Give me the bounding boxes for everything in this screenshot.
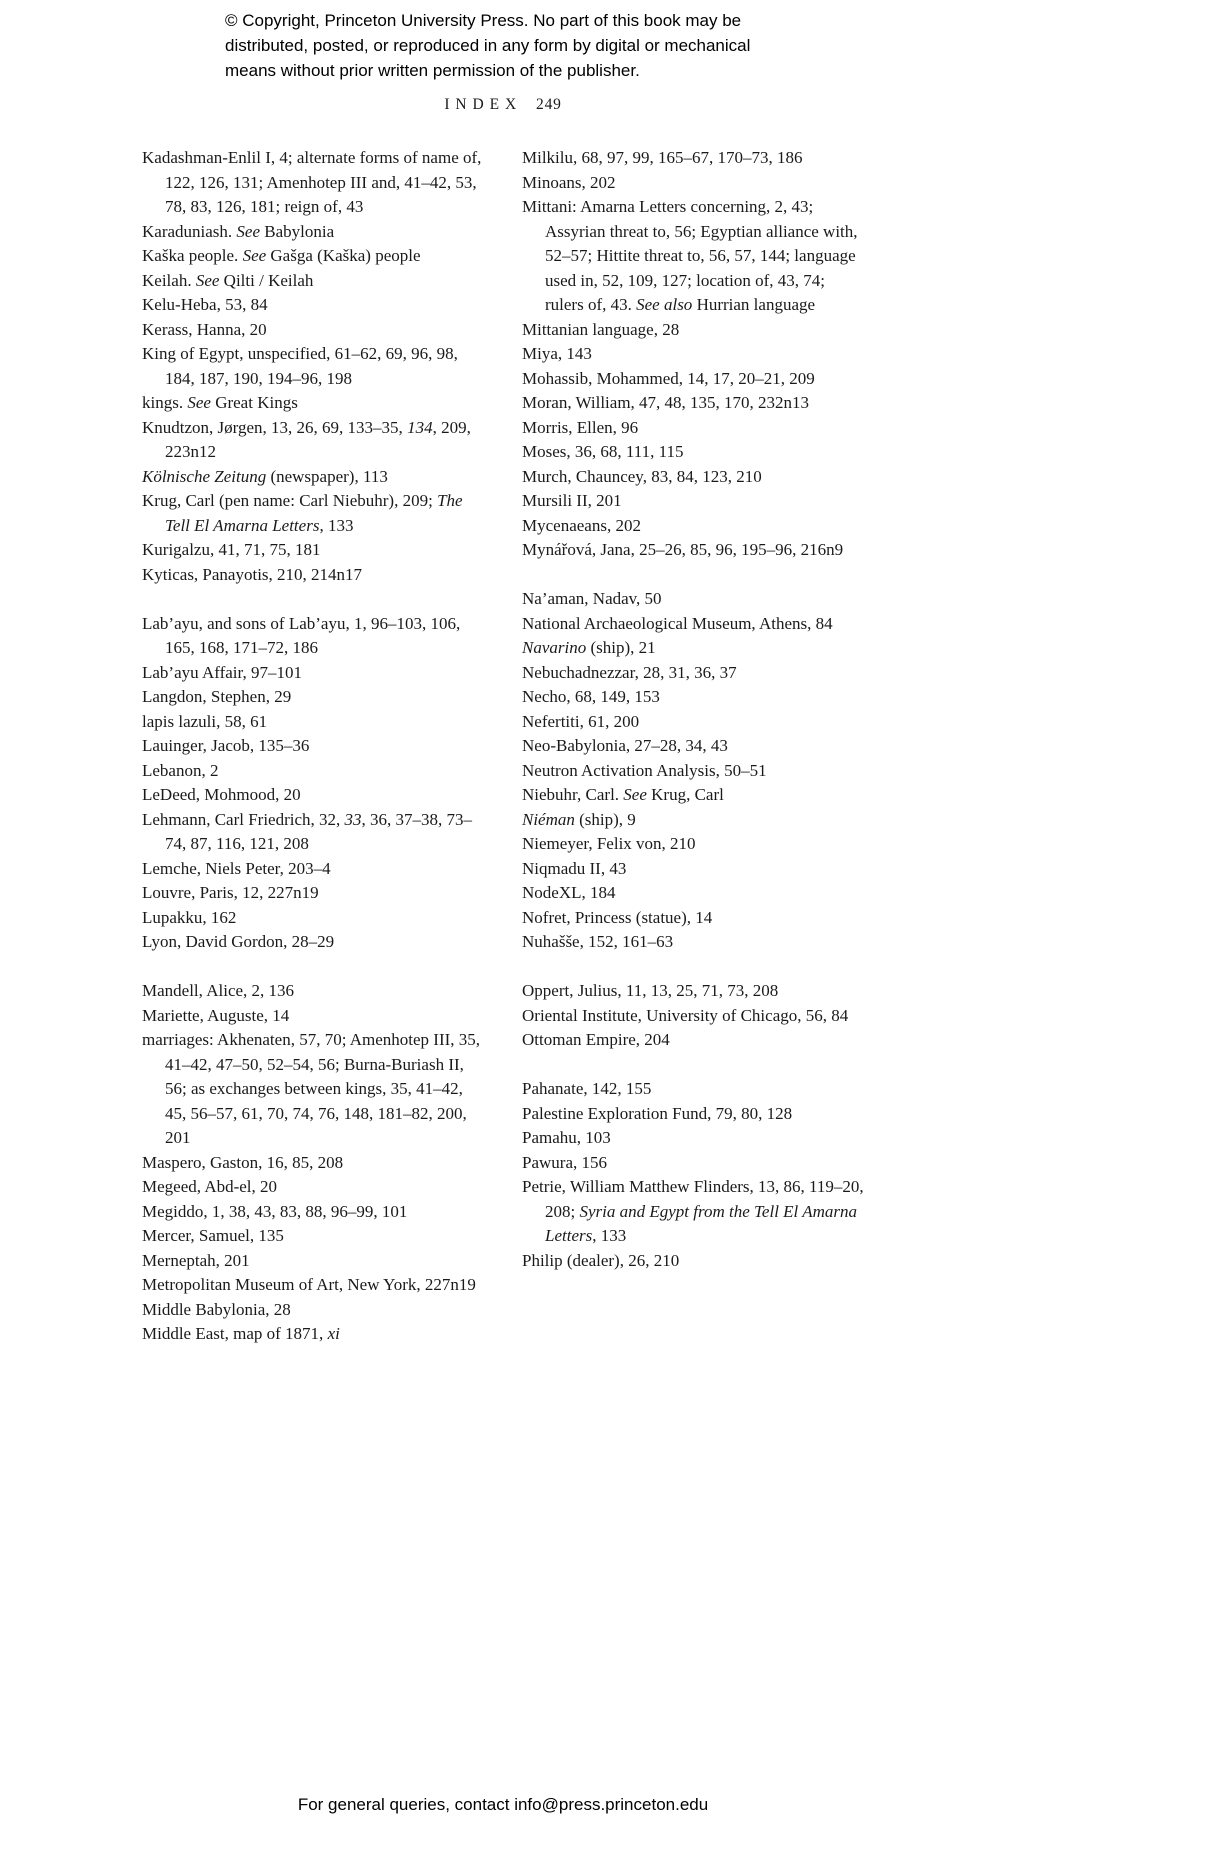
index-entry: Ottoman Empire, 204 xyxy=(522,1030,670,1049)
index-group xyxy=(522,146,864,563)
index-entry: Keilah. See Qilti / Keilah xyxy=(142,270,314,290)
index-entry: Kyticas, Panayotis, 210, 214n17 xyxy=(142,564,363,584)
index-entry: Lab’ayu Affair, 97–101 xyxy=(142,662,302,682)
index-entry: Miya, 143 xyxy=(522,344,592,363)
copyright-line: © Copyright, Princeton University Press. No part of this book may be xyxy=(225,11,742,30)
index-entry: Niéman (ship), 9 xyxy=(522,809,636,829)
index-group xyxy=(142,612,484,955)
index-group xyxy=(142,146,484,587)
index-entry: NodeXL, 184 xyxy=(522,883,616,902)
index-title: INDEX xyxy=(444,96,523,113)
index-entry: kings. See Great Kings xyxy=(142,393,298,412)
index-entry: Lebanon, 2 xyxy=(142,760,219,780)
copyright-line: means without prior written permission of the publisher. xyxy=(225,61,640,80)
index-entry: National Archaeological Museum, Athens, 84 xyxy=(522,613,833,633)
index-entry: Langdon, Stephen, 29 xyxy=(142,687,292,706)
copyright-notice xyxy=(225,8,845,83)
index-entry: Murch, Chauncey, 83, 84, 123, 210 xyxy=(522,466,762,486)
index-entry: Na’aman, Nadav, 50 xyxy=(522,589,662,608)
index-group xyxy=(522,1077,864,1273)
index-entry: Knudtzon, Jørgen, 13, 26, 69, 133–35, 134, 209, 223n12 xyxy=(142,417,471,461)
index-entry: Mandell, Alice, 2, 136 xyxy=(142,981,295,1000)
copyright-line: distributed, posted, or reproduced in any form by digital or mechanical xyxy=(225,36,751,55)
index-entry: Mittani: Amarna Letters concerning, 2, 43; Assyrian threat to, 56; Egyptian alliance with, 52–57; Hittite threat to, 56, 57, 144; language used in, 52, 109, 127; location of, 43, 74; rulers of, 43. See also Hurrian language xyxy=(522,197,858,314)
index-entry: Merneptah, 201 xyxy=(142,1250,250,1270)
running-head xyxy=(142,96,864,114)
index-entry: Minoans, 202 xyxy=(522,172,616,192)
index-entry: Lehmann, Carl Friedrich, 32, 33, 36, 37–38, 73–74, 87, 116, 121, 208 xyxy=(142,809,473,853)
index-entry: King of Egypt, unspecified, 61–62, 69, 96, 98, 184, 187, 190, 194–96, 198 xyxy=(142,344,458,388)
index-entry: Mariette, Auguste, 14 xyxy=(142,1005,290,1025)
index-entry: Philip (dealer), 26, 210 xyxy=(522,1250,680,1270)
index-entry: LeDeed, Mohmood, 20 xyxy=(142,785,301,804)
index-entry: Niebuhr, Carl. See Krug, Carl xyxy=(522,785,724,804)
index-entry: Lyon, David Gordon, 28–29 xyxy=(142,932,335,951)
index-entry: Palestine Exploration Fund, 79, 80, 128 xyxy=(522,1103,793,1123)
index-group xyxy=(522,587,864,955)
index-entry: Oriental Institute, University of Chicago, 56, 84 xyxy=(522,1005,849,1025)
index-entry: Lemche, Niels Peter, 203–4 xyxy=(142,858,331,878)
index-entry: Mohassib, Mohammed, 14, 17, 20–21, 209 xyxy=(522,368,815,388)
index-entry: Moses, 36, 68, 111, 115 xyxy=(522,442,684,461)
index-entry: Metropolitan Museum of Art, New York, 227n19 xyxy=(142,1275,476,1294)
index-entry: Kölnische Zeitung (newspaper), 113 xyxy=(142,466,388,486)
index-entry: Kerass, Hanna, 20 xyxy=(142,319,267,339)
index-entry: Pahanate, 142, 155 xyxy=(522,1079,652,1098)
index-entry: Nuhašše, 152, 161–63 xyxy=(522,932,674,951)
index-entry: Lupakku, 162 xyxy=(142,907,237,927)
index-entry: Necho, 68, 149, 153 xyxy=(522,687,660,706)
index-entry: Kelu-Heba, 53, 84 xyxy=(142,295,268,314)
index-group xyxy=(142,979,484,1347)
index-entry: Middle Babylonia, 28 xyxy=(142,1299,291,1319)
index-entry: Louvre, Paris, 12, 227n19 xyxy=(142,883,319,902)
index-entry: lapis lazuli, 58, 61 xyxy=(142,711,268,731)
index-entry: Lauinger, Jacob, 135–36 xyxy=(142,736,310,755)
index-column-right xyxy=(522,146,864,1347)
index-entry: Mynářová, Jana, 25–26, 85, 96, 195–96, 216n9 xyxy=(522,540,844,559)
index-entry: marriages: Akhenaten, 57, 70; Amenhotep III, 35, 41–42, 47–50, 52–54, 56; Burna-Buriash II, 56; as exchanges between kings, 35, 41–42, 45, 56–57, 61, 70, 74, 76, 148, 181–82, 200, 201 xyxy=(142,1030,481,1147)
index-entry: Moran, William, 47, 48, 135, 170, 232n13 xyxy=(522,393,810,412)
index-entry: Milkilu, 68, 97, 99, 165–67, 170–73, 186 xyxy=(522,148,803,167)
index-columns xyxy=(142,146,864,1347)
index-entry: Maspero, Gaston, 16, 85, 208 xyxy=(142,1152,344,1172)
index-entry: Neutron Activation Analysis, 50–51 xyxy=(522,760,767,780)
index-entry: Mycenaeans, 202 xyxy=(522,515,641,535)
index-entry: Krug, Carl (pen name: Carl Niebuhr), 209; The Tell El Amarna Letters, 133 xyxy=(142,491,463,535)
index-entry: Nebuchadnezzar, 28, 31, 36, 37 xyxy=(522,662,737,682)
index-entry: Navarino (ship), 21 xyxy=(522,638,656,657)
index-entry: Niemeyer, Felix von, 210 xyxy=(522,834,696,853)
index-entry: Middle East, map of 1871, xi xyxy=(142,1324,340,1343)
index-column-left xyxy=(142,146,484,1347)
index-entry: Kadashman-Enlil I, 4; alternate forms of name of, 122, 126, 131; Amenhotep III and, 41–42, 53, 78, 83, 126, 181; reign of, 43 xyxy=(142,148,482,216)
index-entry: Niqmadu II, 43 xyxy=(522,858,627,878)
index-entry: Megiddo, 1, 38, 43, 83, 88, 96–99, 101 xyxy=(142,1201,408,1221)
index-entry: Kurigalzu, 41, 71, 75, 181 xyxy=(142,540,321,559)
index-entry: Neo-Babylonia, 27–28, 34, 43 xyxy=(522,736,728,755)
index-entry: Mercer, Samuel, 135 xyxy=(142,1226,284,1245)
index-entry: Morris, Ellen, 96 xyxy=(522,417,639,437)
index-entry: Nefertiti, 61, 200 xyxy=(522,711,640,731)
index-entry: Oppert, Julius, 11, 13, 25, 71, 73, 208 xyxy=(522,981,779,1000)
index-entry: Megeed, Abd-el, 20 xyxy=(142,1177,278,1196)
index-entry: Petrie, William Matthew Flinders, 13, 86, 119–20, 208; Syria and Egypt from the Tell El Amarna Letters, 133 xyxy=(522,1177,864,1245)
index-entry: Nofret, Princess (statue), 14 xyxy=(522,907,713,927)
page-number: 249 xyxy=(536,96,562,113)
footer-query-note: For general queries, contact info@press.princeton.edu xyxy=(297,1795,709,1814)
index-entry: Mursili II, 201 xyxy=(522,491,622,510)
index-entry: Lab’ayu, and sons of Lab’ayu, 1, 96–103, 106, 165, 168, 171–72, 186 xyxy=(142,613,461,657)
index-entry: Pawura, 156 xyxy=(522,1152,607,1172)
index-group xyxy=(522,979,864,1053)
index-entry: Kaška people. See Gašga (Kaška) people xyxy=(142,246,421,265)
index-entry: Pamahu, 103 xyxy=(522,1128,611,1147)
index-entry: Mittanian language, 28 xyxy=(522,319,680,339)
index-entry: Karaduniash. See Babylonia xyxy=(142,221,335,241)
